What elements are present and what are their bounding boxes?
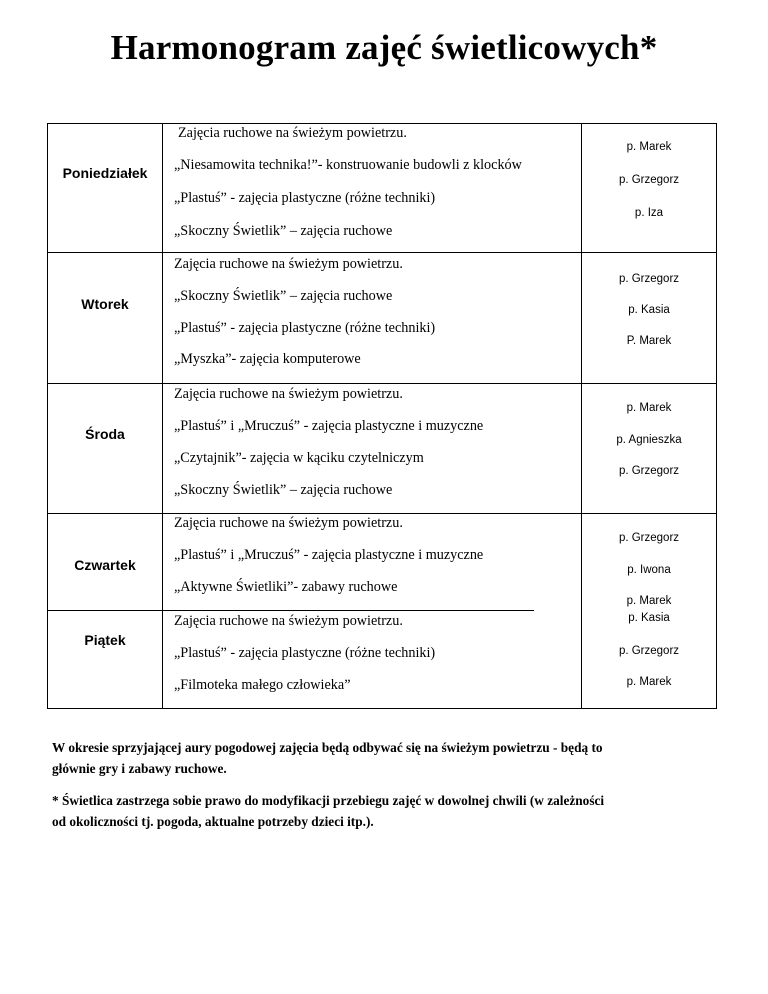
activity-item: Zajęcia ruchowe na świeżym powietrzu. — [174, 386, 403, 402]
activity-item: „Plastuś” i „Mruczuś” - zajęcia plastyczne i muzyczne — [174, 418, 484, 434]
activity-item: „Niesamowita technika!”- konstruowanie budowli z klocków — [174, 157, 522, 173]
day-label: Piątek — [84, 632, 126, 648]
teacher-name: p. Iza — [634, 207, 664, 219]
schedule-table — [47, 123, 717, 709]
day-label: Czwartek — [74, 557, 136, 573]
teacher-name: p. Kasia — [628, 612, 670, 624]
row-divider — [48, 513, 717, 514]
teacher-name: P. Marek — [626, 335, 672, 347]
disclaimer-line: od okoliczności tj. pogoda, aktualne potrzeby dzieci itp.). — [52, 814, 374, 829]
row-divider — [48, 610, 534, 611]
disclaimer-line: * Świetlica zastrzega sobie prawo do modyfikacji przebiegu zajęć w dowolnej chwili (w zależności — [52, 793, 605, 808]
activity-item: Zajęcia ruchowe na świeżym powietrzu. — [178, 125, 407, 141]
teacher-name: p. Grzegorz — [618, 465, 680, 477]
teacher-name: p. Grzegorz — [618, 532, 680, 544]
teacher-name: p. Marek — [626, 595, 672, 607]
disclaimer-note — [52, 790, 722, 832]
teacher-name: p. Marek — [626, 402, 672, 414]
teacher-name: p. Marek — [626, 141, 672, 153]
page-title: Harmonogram zajęć świetlicowych* — [110, 28, 658, 67]
activity-item: „Plastuś” i „Mruczuś” - zajęcia plastyczne i muzyczne — [174, 547, 484, 563]
activity-item: „Aktywne Świetliki”- zabawy ruchowe — [174, 579, 398, 595]
activity-item: „Skoczny Świetlik” – zajęcia ruchowe — [174, 482, 393, 498]
teacher-name: p. Grzegorz — [618, 273, 680, 285]
weather-note — [52, 737, 722, 779]
teacher-name: p. Iwona — [627, 564, 671, 576]
day-label: Poniedziałek — [62, 165, 148, 181]
teacher-name: p. Agnieszka — [616, 434, 682, 446]
teacher-name: p. Grzegorz — [618, 174, 680, 186]
teacher-name: p. Kasia — [628, 304, 670, 316]
column-divider — [162, 124, 163, 709]
activity-item: „Skoczny Świetlik” – zajęcia ruchowe — [174, 223, 393, 239]
activity-item: „Myszka”- zajęcia komputerowe — [174, 351, 361, 367]
weather-note-line: W okresie sprzyjającej aury pogodowej zajęcia będą odbywać się na świeżym powietrzu - będą to — [52, 740, 603, 755]
activity-item: „Plastuś” - zajęcia plastyczne (różne techniki) — [174, 645, 436, 661]
teacher-name: p. Grzegorz — [618, 645, 680, 657]
row-divider — [48, 252, 717, 253]
activity-item: „Skoczny Świetlik” – zajęcia ruchowe — [174, 288, 393, 304]
activity-item: „Plastuś” - zajęcia plastyczne (różne techniki) — [174, 190, 436, 206]
weather-note-line: głównie gry i zabawy ruchowe. — [52, 761, 227, 776]
teacher-name: p. Marek — [626, 676, 672, 688]
activity-item: „Czytajnik”- zajęcia w kąciku czytelniczym — [174, 450, 424, 466]
activity-item: Zajęcia ruchowe na świeżym powietrzu. — [174, 515, 403, 531]
activity-item: „Filmoteka małego człowieka” — [174, 677, 351, 693]
row-divider — [48, 383, 717, 384]
day-label: Wtorek — [81, 296, 129, 312]
activity-item: „Plastuś” - zajęcia plastyczne (różne techniki) — [174, 320, 436, 336]
day-label: Środa — [85, 426, 125, 442]
activity-item: Zajęcia ruchowe na świeżym powietrzu. — [174, 256, 403, 272]
activity-item: Zajęcia ruchowe na świeżym powietrzu. — [174, 613, 403, 629]
